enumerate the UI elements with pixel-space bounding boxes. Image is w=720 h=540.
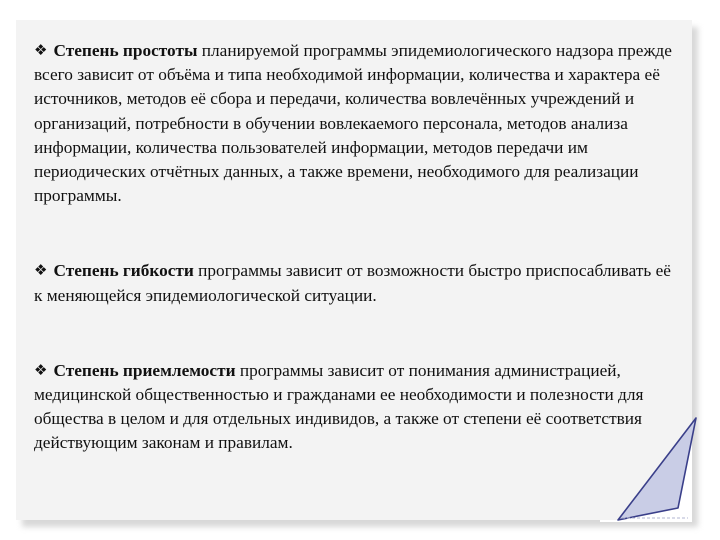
paragraph-simplicity: [34, 38, 674, 208]
page-curl-icon: [600, 410, 720, 540]
diamond-bullet-icon: ❖: [34, 360, 48, 379]
term-acceptability: Степень приемлемости: [53, 360, 236, 380]
text-flexibility: программы зависит от возможности быстро приспосабливать её к меняющейся эпидемиологической ситуации.: [34, 261, 671, 305]
text-acceptability: программы зависит от понимания администрацией, медицинской общественностью и гражданами ее необходимости и полезности для общества в целом и для отдельных индивидов, а также от степени её соответствия действующим законам и правилам.: [34, 360, 644, 453]
content: [34, 38, 674, 456]
term-flexibility: Степень гибкости: [53, 261, 194, 281]
paragraph-flexibility: [34, 258, 674, 307]
text-simplicity: планируемой программы эпидемиологического надзора прежде всего зависит от объёма и типа необходимой информации, количества и характера её источников, методов её сбора и передачи, количества вовлечённых учреждений и организаций, потребности в обучении вовлекаемого персонала, методов анализа информации, количества пользователей информации, методов передачи им периодических отчётных данных, а также времени, необходимого для реализации программы.: [34, 41, 672, 206]
diamond-bullet-icon: ❖: [34, 261, 48, 280]
term-simplicity: Степень простоты: [53, 41, 198, 60]
diamond-bullet-icon: ❖: [34, 41, 48, 59]
paragraph-acceptability: [34, 358, 674, 456]
